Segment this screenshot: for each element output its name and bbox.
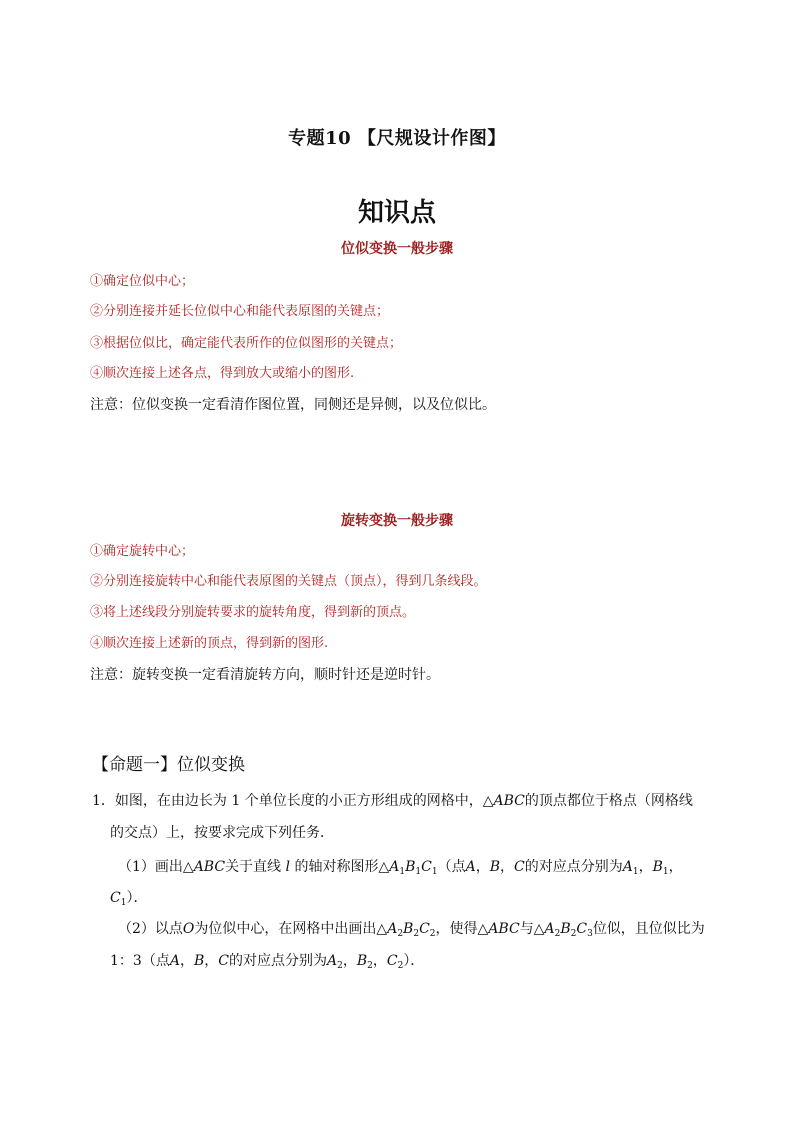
document-title: 专题10 【尺规设计作图】 [288, 128, 506, 149]
rotation-section-title: 旋转变换一般步骤 [341, 513, 453, 529]
homothety-step-1: ①确定位似中心； [90, 274, 195, 289]
question-line-2: 的交点）上，按要求完成下列任务． [110, 825, 334, 841]
question-line-1: 1．如图，在由边长为 1 个单位长度的小正方形组成的网格中，△ABC的顶点都位于格点（网格线 [92, 793, 693, 809]
homothety-note: 注意：位似变换一定看清作图位置，同侧还是异侧，以及位似比。 [90, 397, 496, 413]
question-number: 1． [92, 793, 115, 809]
question-part-1-cont: $C_1$）． [110, 890, 148, 908]
main-heading: 知识点 [357, 198, 436, 228]
homothety-step-2: ②分别连接并延长位似中心和能代表原图的关键点； [90, 304, 390, 319]
rotation-step-4: ④顺次连接上述新的顶点，得到新的图形. [90, 636, 329, 651]
question-part-2-cont: 1：3（点A，B，C的对应点分别为$A_2$，$B_2$，$C_2$）． [110, 953, 425, 971]
question-part-1: （1）画出△ABC关于直线 l 的轴对称图形$\triangle A_1B_1C_1$（点A，B，C的对应点分别为$A_1$，$B_1$， [118, 859, 683, 877]
homothety-step-4: ④顺次连接上述各点，得到放大或缩小的图形. [90, 366, 355, 381]
rotation-step-2: ②分别连接旋转中心和能代表原图的关键点（顶点），得到几条线段。 [90, 574, 487, 589]
proposition-heading: 【命题一】位似变换 [92, 755, 245, 775]
rotation-note: 注意：旋转变换一定看清旋转方向，顺时针还是逆时针。 [90, 667, 440, 683]
rotation-step-3: ③将上述线段分别旋转要求的旋转角度，得到新的顶点。 [90, 605, 416, 620]
homothety-step-3: ③根据位似比，确定能代表所作的位似图形的关键点； [90, 336, 403, 351]
rotation-step-1: ①确定旋转中心； [90, 544, 195, 559]
homothety-section-title: 位似变换一般步骤 [341, 241, 453, 257]
question-part-2: （2）以点O为位似中心，在网格中出画出$\triangle A_2B_2C_2$，使得△ABC与$\triangle A_2B_2C_3$位似，且位似比为 [118, 921, 705, 939]
